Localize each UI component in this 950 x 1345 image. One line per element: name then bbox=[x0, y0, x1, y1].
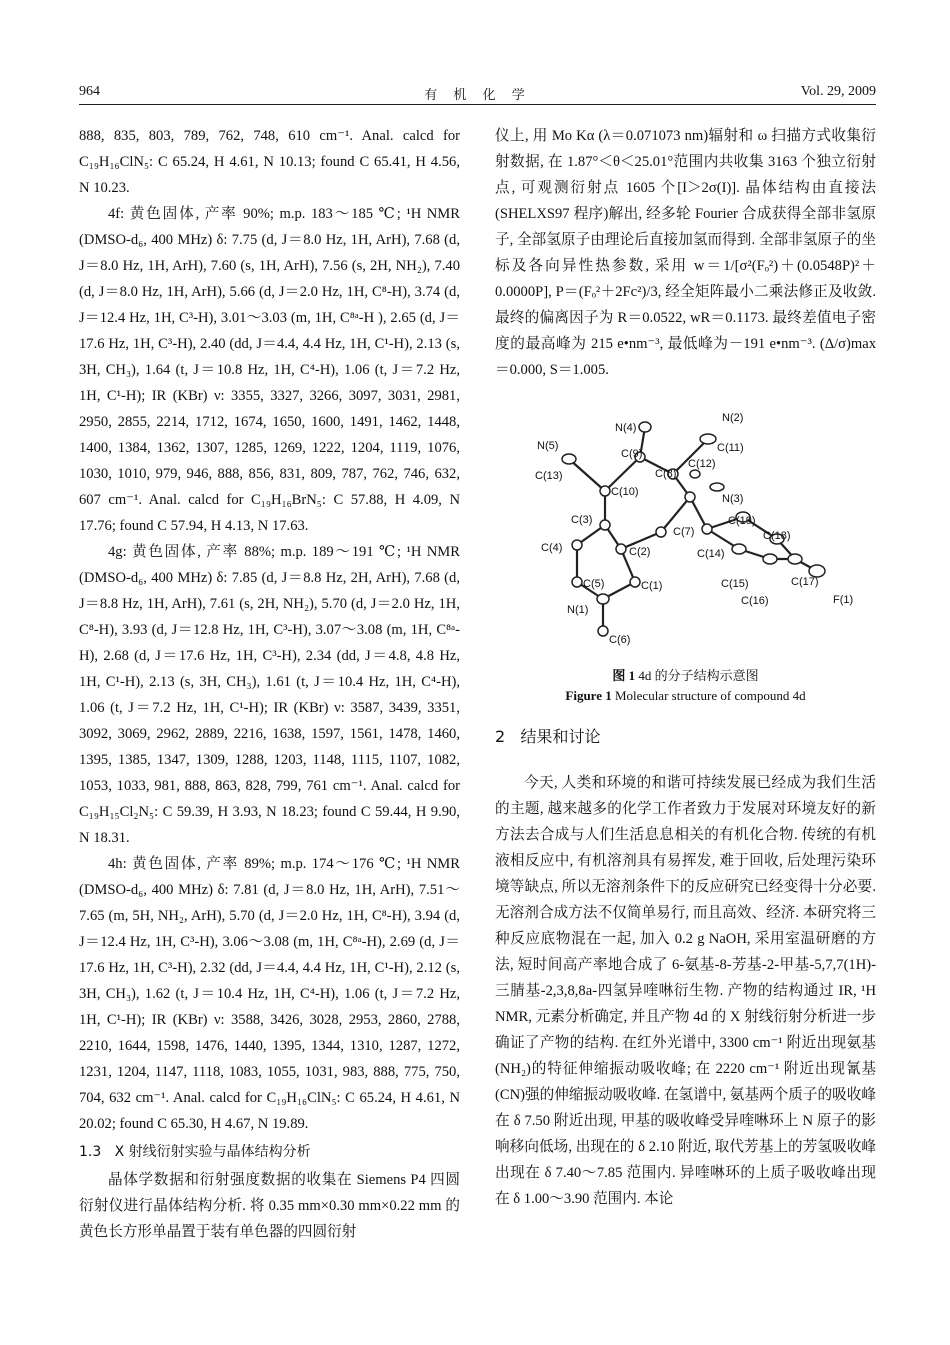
atom-label: N(2) bbox=[722, 412, 744, 424]
paragraph: 888, 835, 803, 789, 762, 748, 610 cm⁻¹. Anal. calcd for C₁₉H₁₆ClN₅: C 65.24, H 4.61, N 10.13; found C 65.41, H 4.56, N 10.23. bbox=[79, 128, 460, 196]
journal-name: 有 机 化 学 bbox=[424, 88, 531, 103]
atom-label: C(11) bbox=[717, 442, 744, 454]
paragraph: 晶体学数据和衍射强度数据的收集在 Siemens P4 四圆衍射仪进行晶体结构分析. 将 0.35 mm×0.30 mm×0.22 mm 的黄色长方形单晶置于装有单色器的四圆衍射 bbox=[79, 1172, 460, 1240]
atom-label: C(17) bbox=[791, 576, 819, 588]
atom-label: N(1) bbox=[567, 604, 589, 616]
paragraph-4g: 4g: 黄色固体, 产率 88%; m.p. 189～191 ℃; ¹H NMR (DMSO-d₆, 400 MHz) δ: 7.85 (d, J＝8.8 Hz, 2H, ArH), 7.68 (d, J＝8.8 Hz, 1H, ArH), 7.61 (s, 2H, NH₂), 5.70 (d, J＝2.0 Hz, 1H, C⁸-H), 3.93 (d, J＝12.8 Hz, 1H, C³-H), 3.07～3.08 (m, 1H, C⁸ᵃ-H), 2.68 (d, J＝17.6 Hz, 1H, C³-H), 2.34 (dd, J＝4.8, 4.8 Hz, 1H, C¹-H), 2.13 (s, 3H, CH₃), 1.61 (t, J＝10.4 Hz, 1H, C⁴-H), 1.06 (t, J＝7.2 Hz, 1H, C¹-H); IR (KBr) ν: 3587, 3439, 3351, 3092, 3069, 2962, 2889, 2216, 1638, 1597, 1561, 1478, 1460, 1395, 1385, 1347, 1309, 1288, 1203, 1148, 1115, 1107, 1082, 1053, 1033, 981, 888, 863, 828, 799, 761 cm⁻¹. Anal. calcd for C₁₉H₁₅Cl₂N₅: C 59.39, H 3.93, N 18.23; found C 59.44, H 9.90, N 18.31. bbox=[79, 544, 460, 846]
paragraph: 今天, 人类和环境的和谐可持续发展已经成为我们生活的主题, 越来越多的化学工作者致力于发展对环境友好的新方法去合成与人们生活息息相关的有机化合物. 传统的有机液相反应中, 有机溶剂具有易挥发, 难于回收, 后处理污染环境等缺点, 所以无溶剂条件下的反应研究已经变得十分必要. 无溶剂合成方法不仅简单易行, 而且高效、经济. 本研究将三种反应底物混在一起, 加入 0.2 g NaOH, 采用室温研磨的方法, 短时间高产率地合成了 6-氨基-8-芳基-2-甲基-5,7,7(1H)-三腈基-2,3,8,8a-四氢异喹啉衍生物. 产物的结构通过 IR, ¹H NMR, 元素分析确定, 并且产物 4d 的 X 射线衍射分析进一步确证了产物的结构. 在红外光谱中, 3300 cm⁻¹ 附近出现氨基(NH₂)的特征伸缩振动吸收峰; 在 2220 cm⁻¹ 附近出现氰基(CN)强的伸缩振动吸收峰. 在氢谱中, 氨基两个质子的吸收峰在 δ 7.50 附近出现, 甲基的吸收峰受异喹啉环上 N 原子的影响移向低场, 出现在的 δ 2.10 附近, 取代芳基上的芳氢吸收峰出现在 δ 7.40～7.85 范围内. 异喹啉环的上质子吸收峰出现在 δ 1.00～3.90 范围内. 本论 bbox=[495, 775, 876, 1207]
paragraph-4h: 4h: 黄色固体, 产率 89%; m.p. 174～176 ℃; ¹H NMR (DMSO-d₆, 400 MHz) δ: 7.81 (d, J＝8.0 Hz, 1H, ArH), 7.51～7.65 (m, 5H, NH₂, ArH), 5.70 (d, J＝2.0 Hz, 1H, C⁸-H), 3.94 (d, J＝12.4 Hz, 1H, C³-H), 3.06～3.08 (m, 1H, C⁸ᵃ-H), 2.69 (d, J＝17.6 Hz, 1H, C³-H), 2.32 (dd, J＝4.4, 4.4 Hz, 1H, C¹-H), 2.12 (s, 3H, CH₃), 1.62 (t, J＝10.4 Hz, 1H, C⁴-H), 1.06 (t, J＝7.2 Hz, 1H, C¹-H); IR (KBr) ν: 3588, 3426, 3028, 2953, 2860, 2788, 2210, 1644, 1598, 1476, 1440, 1395, 1344, 1310, 1287, 1272, 1231, 1204, 1147, 1118, 1083, 1055, 1031, 983, 888, 775, 750, 704, 632 cm⁻¹. Anal. calcd for C₁₉H₁₆ClN₅: C 65.24, H 4.61, N 20.02; found C 65.30, H 4.67, N 19.89. bbox=[79, 856, 460, 1132]
left-column bbox=[79, 123, 460, 1245]
atom-label: C(3) bbox=[571, 514, 593, 526]
atom-label: C(6) bbox=[609, 634, 631, 646]
caption-text: 4d 的分子结构示意图 bbox=[638, 668, 759, 683]
atom-label: N(4) bbox=[615, 422, 637, 434]
atom-label: C(18) bbox=[763, 530, 791, 542]
atom-label: C(9) bbox=[621, 448, 643, 460]
atom-label: C(13) bbox=[535, 470, 563, 482]
caption-number: 图 1 bbox=[612, 668, 636, 683]
atom-label: C(19) bbox=[728, 515, 756, 527]
paragraph: 仪上, 用 Mo Kα (λ＝0.071073 nm)辐射和 ω 扫描方式收集衍射数据, 在 1.87°＜θ＜25.01°范围内共收集 3163 个独立衍射点, 可观测衍射点 1605 个[I＞2σ(I)]. 晶体结构由直接法(SHELXS97 程序)解出, 经多轮 Fourier 合成获得全部非氢原子, 全部氢原子由理论后直接加氢而得到. 全部非氢原子的坐标及各向异性热参数, 采用 w＝1/[σ²(Fₒ²)＋(0.0548P)²＋0.0000P], P＝(Fₒ²＋2Fc²)/3, 经全矩阵最小二乘法修正及收敛. 最终的偏离因子为 R＝0.0522, wR＝0.1173. 最终差值电子密度的最高峰为 215 e•nm⁻³, 最低峰为－191 e•nm⁻³. (Δ/σ)max＝0.000, S＝1.005. bbox=[495, 128, 876, 378]
atom-label: C(10) bbox=[611, 486, 639, 498]
atom-label: C(1) bbox=[641, 580, 663, 592]
atom-label: C(8) bbox=[655, 468, 677, 480]
atom-label: C(14) bbox=[697, 548, 725, 560]
molecular-structure-figure bbox=[495, 399, 876, 649]
atom-label: F(1) bbox=[833, 594, 854, 606]
figure-caption-en bbox=[495, 686, 876, 706]
atom-label: C(5) bbox=[583, 578, 605, 590]
atom-label: C(2) bbox=[629, 546, 651, 558]
atom-label: C(12) bbox=[688, 458, 716, 470]
atom-label: N(3) bbox=[722, 493, 744, 505]
caption-number: Figure 1 bbox=[565, 688, 612, 703]
page-number: 964 bbox=[79, 84, 100, 99]
volume-info: Vol. 29, 2009 bbox=[800, 84, 876, 99]
page-header bbox=[79, 80, 876, 105]
atom-label: N(5) bbox=[537, 440, 559, 452]
figure-caption-cn bbox=[495, 666, 876, 686]
atom-label: C(15) bbox=[721, 578, 749, 590]
atom-label: C(4) bbox=[541, 542, 563, 554]
caption-text: Molecular structure of compound 4d bbox=[614, 688, 806, 703]
section-heading-2: 2 结果和讨论 bbox=[495, 727, 601, 746]
section-heading-1-3: 1.3 X 射线衍射实验与晶体结构分析 bbox=[79, 1144, 311, 1160]
atom-label: C(7) bbox=[673, 526, 695, 538]
atom-label: C(16) bbox=[741, 595, 769, 607]
right-column bbox=[495, 123, 876, 1212]
paragraph-4f: 4f: 黄色固体, 产率 90%; m.p. 183～185 ℃; ¹H NMR (DMSO-d₆, 400 MHz) δ: 7.75 (d, J＝8.0 Hz, 1H, ArH), 7.68 (d, J＝8.0 Hz, 1H, ArH), 7.60 (s, 1H, ArH), 7.56 (s, 2H, NH₂), 7.40 (d, J＝8.0 Hz, 1H, ArH), 5.66 (d, J＝2.0 Hz, 1H, C⁸-H), 3.74 (d, J＝12.4 Hz, 1H, C³-H), 3.01～3.03 (m, 1H, C⁸ᵃ-H ), 2.65 (d, J＝17.6 Hz, 1H, C³-H), 2.40 (dd, J＝4.4, 4.4 Hz, 1H, C¹-H), 2.13 (s, 3H, CH₃), 1.64 (t, J＝10.8 Hz, 1H, C⁴-H), 1.06 (t, J＝7.2 Hz, 1H, C¹-H); IR (KBr) ν: 3355, 3327, 3266, 3097, 3031, 2981, 2950, 2855, 2214, 1712, 1674, 1650, 1600, 1491, 1462, 1448, 1400, 1384, 1362, 1307, 1285, 1269, 1222, 1204, 1119, 1076, 1030, 1010, 979, 946, 888, 856, 831, 809, 787, 762, 746, 632, 607 cm⁻¹. Anal. calcd for C₁₉H₁₆BrN₅: C 57.88, H 4.09, N 17.76; found C 57.94, H 4.13, N 17.63. bbox=[79, 206, 460, 534]
